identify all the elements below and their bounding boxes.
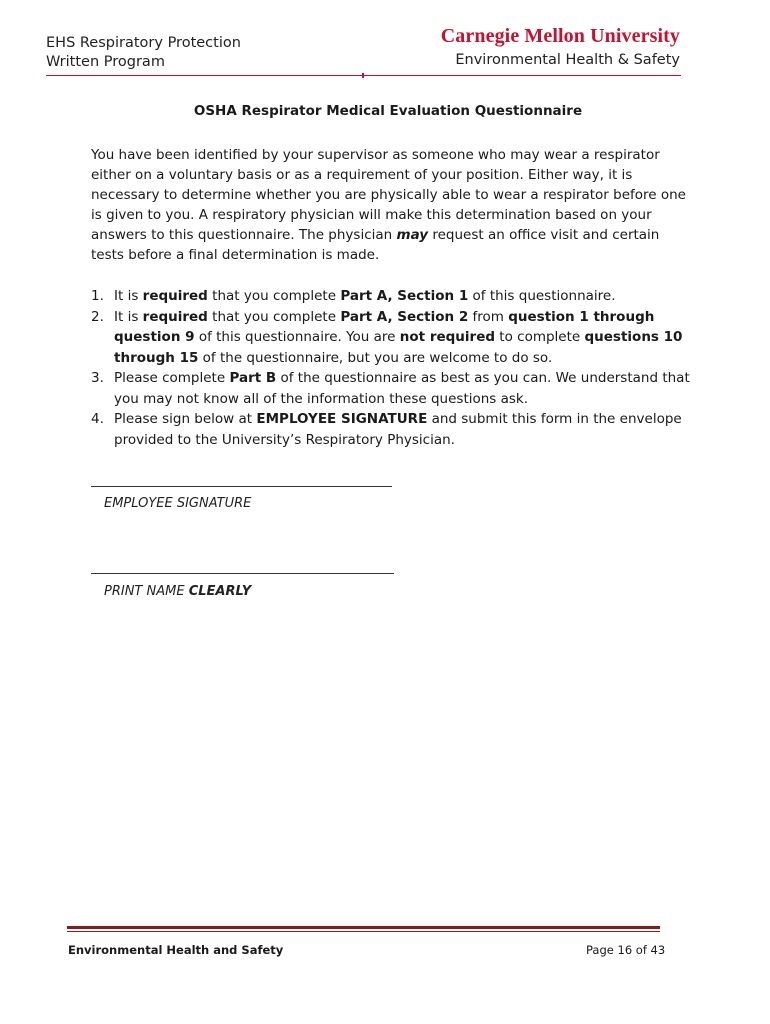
instruction-emphasis: required <box>142 288 208 304</box>
print-name-label <box>104 584 251 599</box>
instruction-text: that you complete <box>207 288 341 304</box>
university-name: Carnegie Mellon University <box>440 25 680 47</box>
instruction-text: to complete <box>495 329 585 345</box>
instruction-text: from <box>468 308 509 325</box>
instruction-item <box>91 286 691 307</box>
signature-line[interactable] <box>91 486 392 487</box>
instruction-text: It is <box>114 308 143 325</box>
page-number: Page 16 of 43 <box>586 943 666 957</box>
instruction-number: 2. <box>91 308 104 325</box>
instruction-list <box>91 286 691 450</box>
instruction-emphasis: EMPLOYEE SIGNATURE <box>256 411 428 427</box>
instruction-emphasis: Part A, Section 2 <box>340 308 469 325</box>
footer-rule <box>67 926 660 929</box>
instruction-text: of the questionnaire, but you are welcome to do so. <box>198 349 553 366</box>
intro-text-1: You have been identified by your supervisor as someone who may wear a respirator either on a voluntary basis or as a requirement of your position. Either way, it is necessary to determine whether you are physically able to wear a respirator before one is given to you. A respiratory physician will make this determination based on your answers to this questionnaire. The physician <box>91 147 686 243</box>
instruction-text: It is <box>114 288 143 304</box>
department-name: Environmental Health & Safety <box>455 52 680 68</box>
program-line-1: EHS Respiratory Protection <box>46 35 241 51</box>
instruction-emphasis: required <box>142 308 208 325</box>
print-name-line[interactable] <box>91 573 394 574</box>
print-name-emphasis: CLEARLY <box>188 584 252 599</box>
instruction-text: Please sign below at <box>114 411 257 427</box>
instruction-emphasis: not required <box>399 329 496 345</box>
intro-text-2: request an office visit and certain tests before a final determination is made. <box>91 227 660 263</box>
intro-paragraph <box>91 145 691 265</box>
instruction-text: of this questionnaire. You are <box>194 329 400 345</box>
instruction-item <box>91 368 691 409</box>
instruction-number: 4. <box>91 411 104 427</box>
footer-department: Environmental Health and Safety <box>68 943 284 957</box>
instruction-item <box>91 409 691 450</box>
instruction-text: and submit this form in the envelope provided to the University’s Respiratory Physician. <box>114 411 682 448</box>
instruction-text: that you complete <box>207 308 341 325</box>
institution-block <box>441 24 680 69</box>
instruction-text: Please complete <box>114 370 230 386</box>
footer-rule-thin <box>67 931 660 932</box>
document-title: OSHA Respirator Medical Evaluation Questionnaire <box>193 103 583 119</box>
instruction-number: 3. <box>91 370 104 386</box>
instruction-emphasis: question 1 through question 9 <box>114 308 655 345</box>
program-name <box>46 34 241 72</box>
instruction-text: of this questionnaire. <box>468 288 616 304</box>
instruction-item <box>91 307 691 369</box>
instruction-emphasis: Part A, Section 1 <box>340 288 469 304</box>
instruction-emphasis: Part B <box>229 370 277 386</box>
print-name-prefix: PRINT NAME <box>104 584 189 599</box>
instruction-text: of the questionnaire as best as you can. We understand that you may not know all of the information these questions ask. <box>114 370 690 407</box>
instruction-number: 1. <box>91 288 104 304</box>
instruction-emphasis: questions 10 through 15 <box>114 329 683 366</box>
program-line-2: Written Program <box>46 54 165 70</box>
signature-label: EMPLOYEE SIGNATURE <box>104 496 252 511</box>
intro-emphasis: may <box>396 227 429 243</box>
header-rule-tick <box>362 73 364 78</box>
